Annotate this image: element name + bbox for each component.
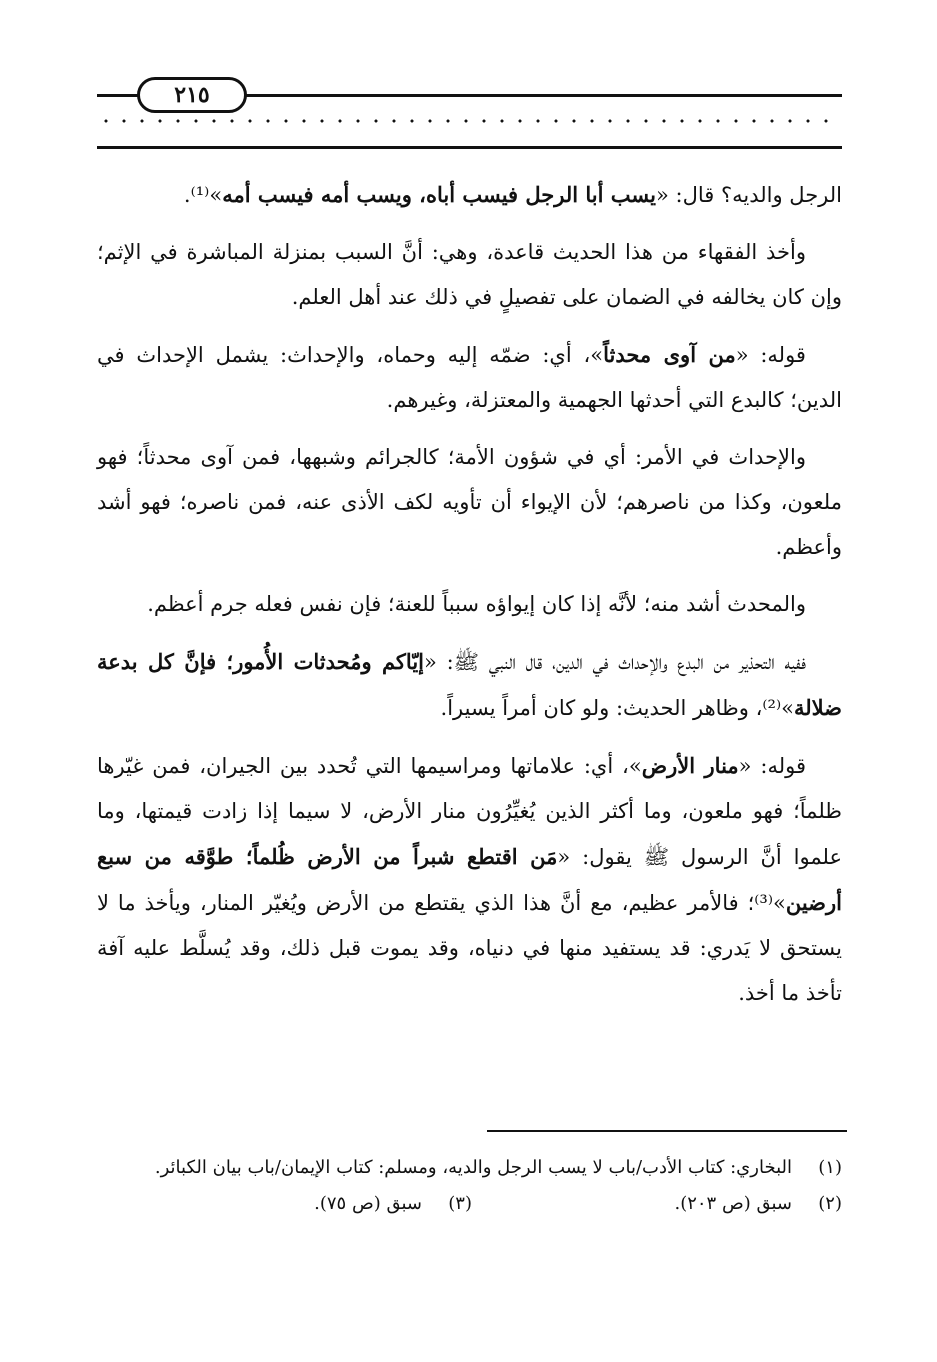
paragraph-1: الرجل والديه؟ قال: «يسب أبا الرجل فيسب أباه، ويسب أمه فيسب أمه»⁽¹⁾. [183, 182, 842, 207]
page-header [97, 72, 842, 152]
hadith-quote: مَن اقتطع شبراً من الأرض ظُلماً؛ طوَّقه من سبع أرضين [97, 844, 842, 915]
footnote-separator [487, 1130, 847, 1132]
paragraph-6: ففيه التحذير من البدع والإحداث في الدين، قال النبي ﷺ: «إيّاكم ومُحدثات الأُمور؛ فإنَّ كل بدعة ضلالة»⁽²⁾، وظاهر الحديث: ولو كان أمراً يسيراً. [97, 649, 842, 720]
hadith-quote: يسب أبا الرجل فيسب أباه، ويسب أمه فيسب أمه [222, 182, 656, 207]
page-number: ٢١٥ [174, 82, 210, 108]
footnote-text: البخاري: كتاب الأدب/باب لا يسب الرجل والديه، ومسلم: كتاب الإيمان/باب بيان الكبائر. [154, 1157, 792, 1178]
footnote-text: سبق (ص ٢٠٣). [674, 1193, 792, 1214]
paragraph-5: والمحدث أشد منه؛ لأنَّه إذا كان إيواؤه سبباً للعنة؛ فإن نفس فعله جرم أعظم. [147, 592, 806, 616]
paragraph-7: قوله: «منار الأرض»، أي: علاماتها ومراسيمها التي تُحدد بين الجيران، فمن غيّرها ظلماً؛ فهو ملعون، وما أكثر الذين يُغيِّرُون منار الأرض، لا سيما إذا زادت قيمتها، وما علموا أنَّ الرسول ﷺ يقول: «مَن اقتطع شبراً من الأرض ظُلماً؛ طوَّقه من سبع أرضين»⁽³⁾؛ فالأمر عظيم، مع أنَّ هذا الذي يقتطع من الأرض ويُغيّر المنار، ويأخذ ما لا يستحق لا يَدري: قد يستفيد منها في دنياه، وقد يموت قبل ذلك، وقد يُسلَّط عليه آفة تأخذ ما أخذ. [97, 753, 842, 1005]
main-text [97, 172, 842, 1028]
quoted-phrase: من آوى محدثاً [603, 342, 736, 367]
footnote-1 [97, 1150, 842, 1186]
footnote-3 [314, 1186, 472, 1222]
paragraph-4: والإحداث في الأمر: أي في شؤون الأمة؛ كالجرائم وشبهها، فمن آوى محدثاً؛ فهو ملعون، وكذا من ناصرهم؛ لأن الإيواء أن تأويه لكف الأذى عنه، فمن ناصره؛ فهو أشد وأعظم. [97, 445, 842, 559]
footnote-number: (٢) [818, 1193, 842, 1214]
footnote-number: (٣) [448, 1193, 472, 1214]
dotted-divider [97, 118, 842, 124]
quoted-phrase: منار الأرض [641, 753, 739, 778]
paragraph-2: وأخذ الفقهاء من هذا الحديث قاعدة، وهي: أنَّ السبب بمنزلة المباشرة في الإثم؛ وإن كان يخالفه في الضمان على تفصيلٍ في ذلك عند أهل العلم. [97, 240, 842, 309]
footnote-2 [472, 1186, 842, 1222]
footnote-text: سبق (ص ٧٥). [314, 1193, 422, 1214]
footnote-number: (١) [818, 1157, 842, 1178]
page-number-badge [137, 77, 247, 113]
footnotes [97, 1150, 842, 1222]
header-rule-bottom [97, 146, 842, 149]
footnote-row-2-3 [97, 1186, 842, 1222]
hadith-quote: إيّاكم ومُحدثات الأُمور؛ فإنَّ كل بدعة ضلالة [97, 649, 842, 720]
paragraph-3: قوله: «من آوى محدثاً»، أي: ضمّه إليه وحماه، والإحداث: يشمل الإحداث في الدين؛ كالبدع التي أحدثها الجهمية والمعتزلة، وغيرهم. [97, 342, 842, 412]
